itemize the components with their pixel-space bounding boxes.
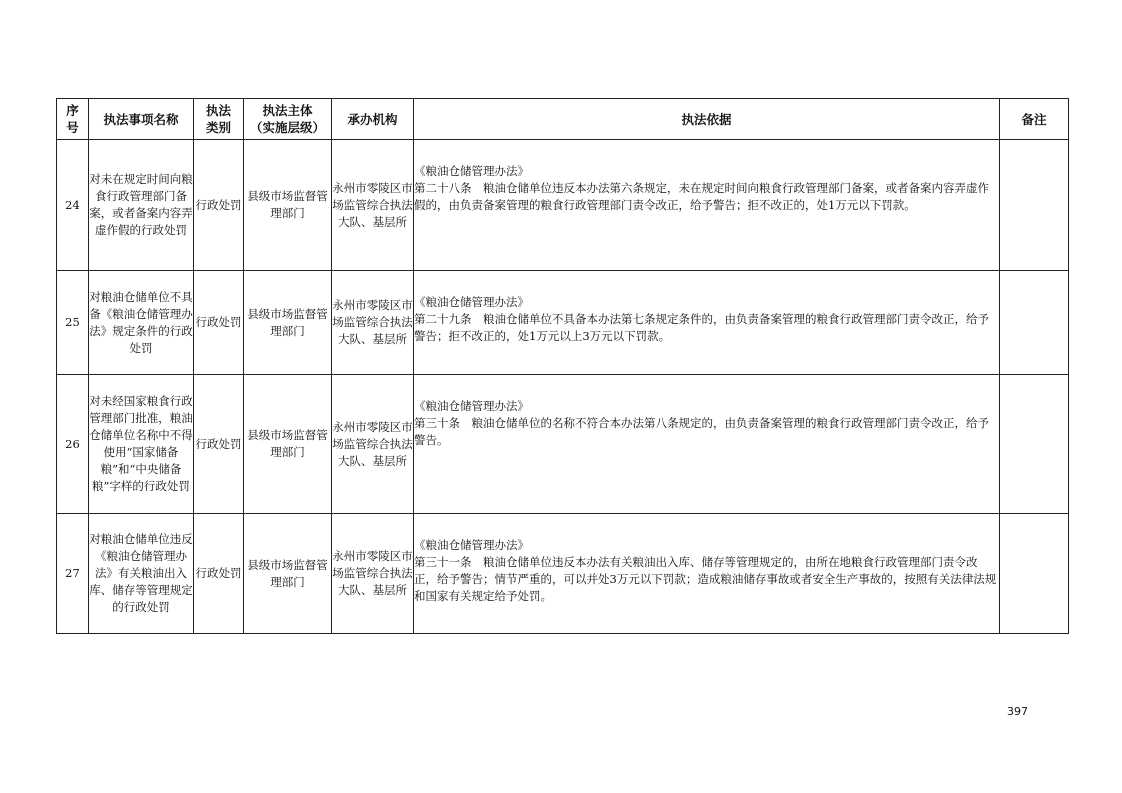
basis-title: 《粮油仓储管理办法》 xyxy=(414,399,529,413)
row-subject: 县级市场监督管理部门 xyxy=(244,271,332,375)
row-category: 行政处罚 xyxy=(194,140,244,271)
header-remarks: 备注 xyxy=(1000,99,1069,140)
basis-title: 《粮油仓储管理办法》 xyxy=(414,538,529,552)
row-remarks xyxy=(1000,140,1069,271)
basis-text: 第三十一条 粮油仓储单位违反本办法有关粮油出入库、储存等管理规定的，由所在地粮食行政管理部门责令改正，给予警告；情节严重的，可以并处3万元以下罚款；造成粮油储存事故或者安全生产事故的，按照有关法律法规和国家有关规定给予处罚。 xyxy=(414,555,997,603)
row-agency: 永州市零陵区市场监管综合执法大队、基层所 xyxy=(332,140,414,271)
table-row xyxy=(57,140,1069,271)
row-agency: 永州市零陵区市场监管综合执法大队、基层所 xyxy=(332,375,414,514)
table-row xyxy=(57,375,1069,514)
row-subject: 县级市场监督管理部门 xyxy=(244,140,332,271)
row-item-name: 对未经国家粮食行政管理部门批准，粮油仓储单位名称中不得使用“国家储备粮”和“中央储备粮”字样的行政处罚 xyxy=(89,375,194,514)
row-remarks xyxy=(1000,514,1069,634)
row-basis xyxy=(414,140,1000,271)
row-category: 行政处罚 xyxy=(194,375,244,514)
basis-text: 第三十条 粮油仓储单位的名称不符合本办法第八条规定的，由负责备案管理的粮食行政管理部门责令改正，给予警告。 xyxy=(414,416,989,447)
row-item-name: 对粮油仓储单位不具备《粮油仓储管理办法》规定条件的行政处罚 xyxy=(89,271,194,375)
row-remarks xyxy=(1000,375,1069,514)
table-row xyxy=(57,514,1069,634)
basis-title: 《粮油仓储管理办法》 xyxy=(414,164,529,178)
row-seq: 26 xyxy=(57,375,89,514)
basis-text: 第二十八条 粮油仓储单位违反本办法第六条规定，未在规定时间向粮食行政管理部门备案，或者备案内容弄虚作假的，由负责备案管理的粮食行政管理部门责令改正，给予警告；拒不改正的，处1万元以下罚款。 xyxy=(414,181,989,212)
row-category: 行政处罚 xyxy=(194,271,244,375)
row-seq: 27 xyxy=(57,514,89,634)
table-row xyxy=(57,271,1069,375)
header-agency: 承办机构 xyxy=(332,99,414,140)
row-agency: 永州市零陵区市场监管综合执法大队、基层所 xyxy=(332,271,414,375)
row-basis xyxy=(414,271,1000,375)
row-category: 行政处罚 xyxy=(194,514,244,634)
law-enforcement-table xyxy=(56,98,1069,634)
row-item-name: 对粮油仓储单位违反《粮油仓储管理办法》有关粮油出入库、储存等管理规定的行政处罚 xyxy=(89,514,194,634)
basis-title: 《粮油仓储管理办法》 xyxy=(414,295,529,309)
row-basis xyxy=(414,375,1000,514)
row-seq: 25 xyxy=(57,271,89,375)
header-subject: 执法主体 （实施层级） xyxy=(244,99,332,140)
header-seq: 序 号 xyxy=(57,99,89,140)
header-basis: 执法依据 xyxy=(414,99,1000,140)
page-number: 397 xyxy=(1007,705,1028,718)
row-remarks xyxy=(1000,271,1069,375)
row-item-name: 对未在规定时间向粮食行政管理部门备案，或者备案内容弄虚作假的行政处罚 xyxy=(89,140,194,271)
header-category: 执法 类别 xyxy=(194,99,244,140)
basis-text: 第二十九条 粮油仓储单位不具备本办法第七条规定条件的，由负责备案管理的粮食行政管理部门责令改正，给予警告；拒不改正的，处1万元以上3万元以下罚款。 xyxy=(414,312,989,343)
row-basis xyxy=(414,514,1000,634)
row-subject: 县级市场监督管理部门 xyxy=(244,375,332,514)
row-agency: 永州市零陵区市场监管综合执法大队、基层所 xyxy=(332,514,414,634)
row-subject: 县级市场监督管理部门 xyxy=(244,514,332,634)
table-header-row xyxy=(57,99,1069,140)
header-item-name: 执法事项名称 xyxy=(89,99,194,140)
row-seq: 24 xyxy=(57,140,89,271)
